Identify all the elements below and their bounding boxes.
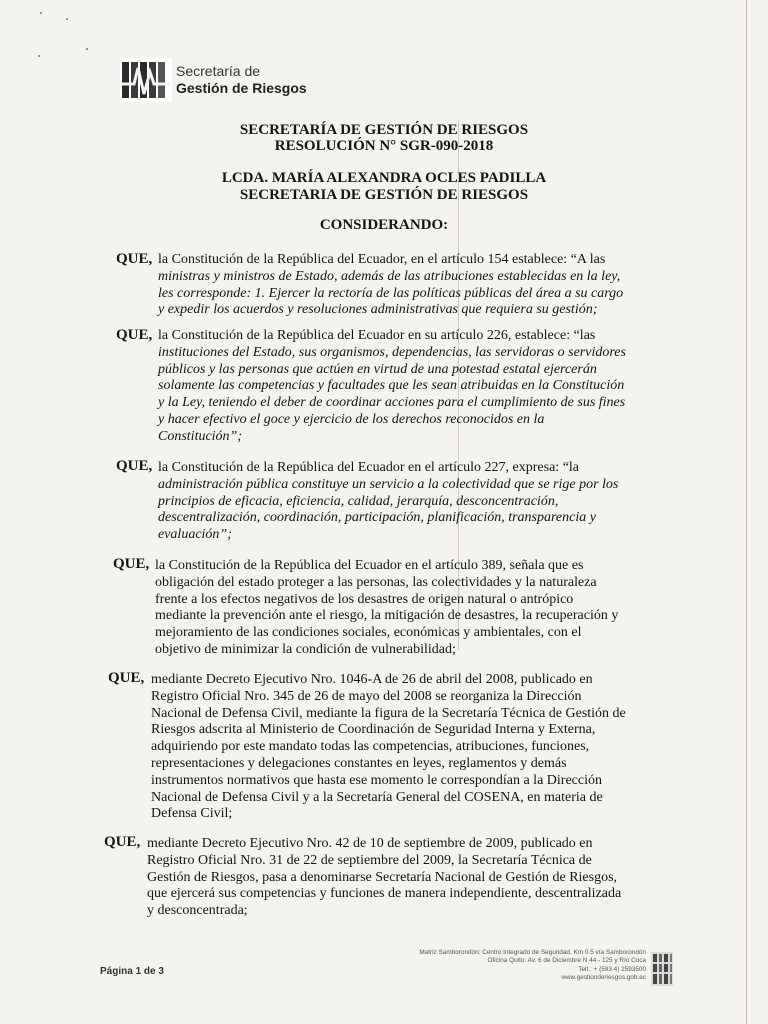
- clause-line: mejoramiento de las condiciones sociales, económicas y ambientales, con el: [155, 625, 582, 641]
- footer-website: www.gestionderiesgos.gob.ec: [561, 973, 646, 981]
- clause-line: instrumentos normativos que hasta ese momento le correspondían a la Dirección: [151, 772, 602, 788]
- clause-body: [158, 460, 662, 544]
- clause-line: Registro Oficial Nro. 345 de 26 de mayo del 2008 se reorganiza la Dirección: [151, 688, 582, 704]
- clause-label: QUE,: [104, 834, 141, 850]
- header-signatory-title: SECRETARIA DE GESTIÓN DE RIESGOS: [239, 187, 529, 203]
- clause-line: mediante la prevención ante el riesgo, la mitigación de desastres, la recuperación y: [155, 608, 619, 624]
- clause-label: QUE,: [108, 670, 145, 686]
- clause-label: QUE,: [116, 327, 153, 343]
- clause-line: descentralización, coordinación, participación, planificación, transparencia y: [158, 510, 596, 526]
- clause-line: frente a los efectos negativos de los desastres de origen natural o antrópico: [155, 591, 574, 607]
- logo-text-line2: Gestión de Riesgos: [176, 80, 307, 96]
- clause-line: la Constitución de la República del Ecuador en el artículo 227, expresa: “la: [158, 460, 580, 475]
- clause-line: Riesgos adscrita al Ministerio de Coordinación de Seguridad Interna y Externa,: [151, 722, 596, 738]
- clause-line: adquiriendo por este mandato todas las competencias, atribuciones, funciones,: [151, 739, 590, 755]
- clause-line: que ejercerá sus competencias y funciones de manera independiente, descentralizada: [147, 886, 622, 902]
- clause-line: objetivo de minimizar la condición de vulnerabilidad;: [155, 641, 456, 657]
- clause-line: Defensa Civil;: [151, 806, 233, 822]
- clause-line: ministras y ministros de Estado, además de las atribuciones establecidas en la ley,: [158, 268, 621, 284]
- header-resolution-number: RESOLUCIÓN N° SGR-090-2018: [274, 138, 494, 154]
- clause-body: [158, 328, 662, 446]
- scan-speck: [66, 18, 68, 20]
- clause-line: mediante Decreto Ejecutivo Nro. 1046-A de 26 de abril del 2008, publicado en: [151, 672, 593, 687]
- clause-body: [151, 672, 657, 823]
- logo-mark-icon: [120, 58, 172, 102]
- clause-line: administración pública constituye un servicio a la colectividad que se rige por los: [158, 476, 619, 492]
- clause-line: Nacional de Defensa Civil y a la Secretaría General del COSENA, en materia de: [151, 789, 603, 805]
- clause-line: Constitución”;: [158, 428, 243, 444]
- clause-line: públicos y las personas que actúen en virtud de una potestad estatal ejercerán: [158, 361, 597, 377]
- header-signatory: LCDA. MARÍA ALEXANDRA OCLES PADILLA: [221, 170, 547, 186]
- footer-address: [340, 949, 646, 982]
- clause-body: [158, 252, 662, 319]
- clause-line: y hacer efectivo el goce y ejercicio de los derechos reconocidos en la: [158, 411, 545, 427]
- qr-code-icon: [651, 952, 673, 986]
- footer-address-line: Oficina Quito: Av. 6 de Diciembre N 44 - 125 y Río Coca: [487, 957, 646, 965]
- clause-line: la Constitución de la República del Ecuador en su artículo 226, establece: “las: [158, 328, 596, 343]
- clause-line: Registro Oficial Nro. 31 de 22 de septiembre del 2009, la Secretaría Técnica de: [147, 852, 592, 868]
- clause-label: QUE,: [116, 251, 153, 267]
- header-considering: CONSIDERANDO:: [319, 217, 449, 233]
- scan-speck: [40, 12, 42, 14]
- footer-address-line: Matriz Samborondón: Centro Integrado de Seguridad, Km 0.5 vía Samborondón: [419, 949, 646, 956]
- clause-line: evaluación”;: [158, 527, 232, 543]
- page-number: Página 1 de 3: [100, 966, 164, 977]
- clause-line: la Constitución de la República del Ecuador, en el artículo 154 establece: “A las: [158, 252, 606, 267]
- clause-label: QUE,: [113, 556, 150, 572]
- clause-line: instituciones del Estado, sus organismos, dependencias, las servidoras o servidores: [158, 344, 626, 360]
- clause-line: Gestión de Riesgos, pasa a denominarse Secretaría Nacional de Gestión de Riesgos,: [147, 869, 618, 885]
- clause-body: [155, 558, 660, 659]
- clause-body: [147, 836, 657, 920]
- clause-line: solamente las competencias y facultades que les sean atribuidas en la Constitución: [158, 378, 625, 394]
- clause-line: y expedir los acuerdos y resoluciones administrativas que requiera su gestión;: [158, 302, 598, 318]
- clause-line: representaciones y delegaciones constantes en leyes, reglamentos y demás: [151, 755, 567, 771]
- clause-line: la Constitución de la República del Ecuador en el artículo 389, señala que es: [155, 558, 584, 573]
- clause-line: y desconcentrada;: [147, 903, 248, 919]
- clause-line: obligación del estado proteger a las personas, las colectividades y la naturaleza: [155, 574, 597, 590]
- clause-line: les corresponde: 1. Ejercer la rectoría de las políticas públicas del área a su cargo: [158, 285, 624, 301]
- clause-label: QUE,: [116, 458, 153, 474]
- scan-speck: [86, 48, 88, 50]
- clause-line: y la Ley, teniendo el deber de coordinar acciones para el cumplimiento de sus fines: [158, 395, 626, 411]
- scan-speck: [38, 55, 40, 57]
- clause-line: Nacional de Defensa Civil, mediante la figura de la Secretaría Técnica de Gestión de: [151, 705, 626, 721]
- footer-address-line: Telf.: + (593 4) 2593500: [578, 965, 646, 973]
- header-institution: SECRETARÍA DE GESTIÓN DE RIESGOS: [239, 122, 529, 138]
- logo-text-line1: Secretaría de: [176, 63, 261, 79]
- clause-line: mediante Decreto Ejecutivo Nro. 42 de 10 de septiembre de 2009, publicado en: [147, 836, 593, 851]
- clause-line: principios de eficacia, eficiencia, calidad, jerarquía, desconcentración,: [158, 493, 559, 509]
- institution-logo: [120, 58, 307, 102]
